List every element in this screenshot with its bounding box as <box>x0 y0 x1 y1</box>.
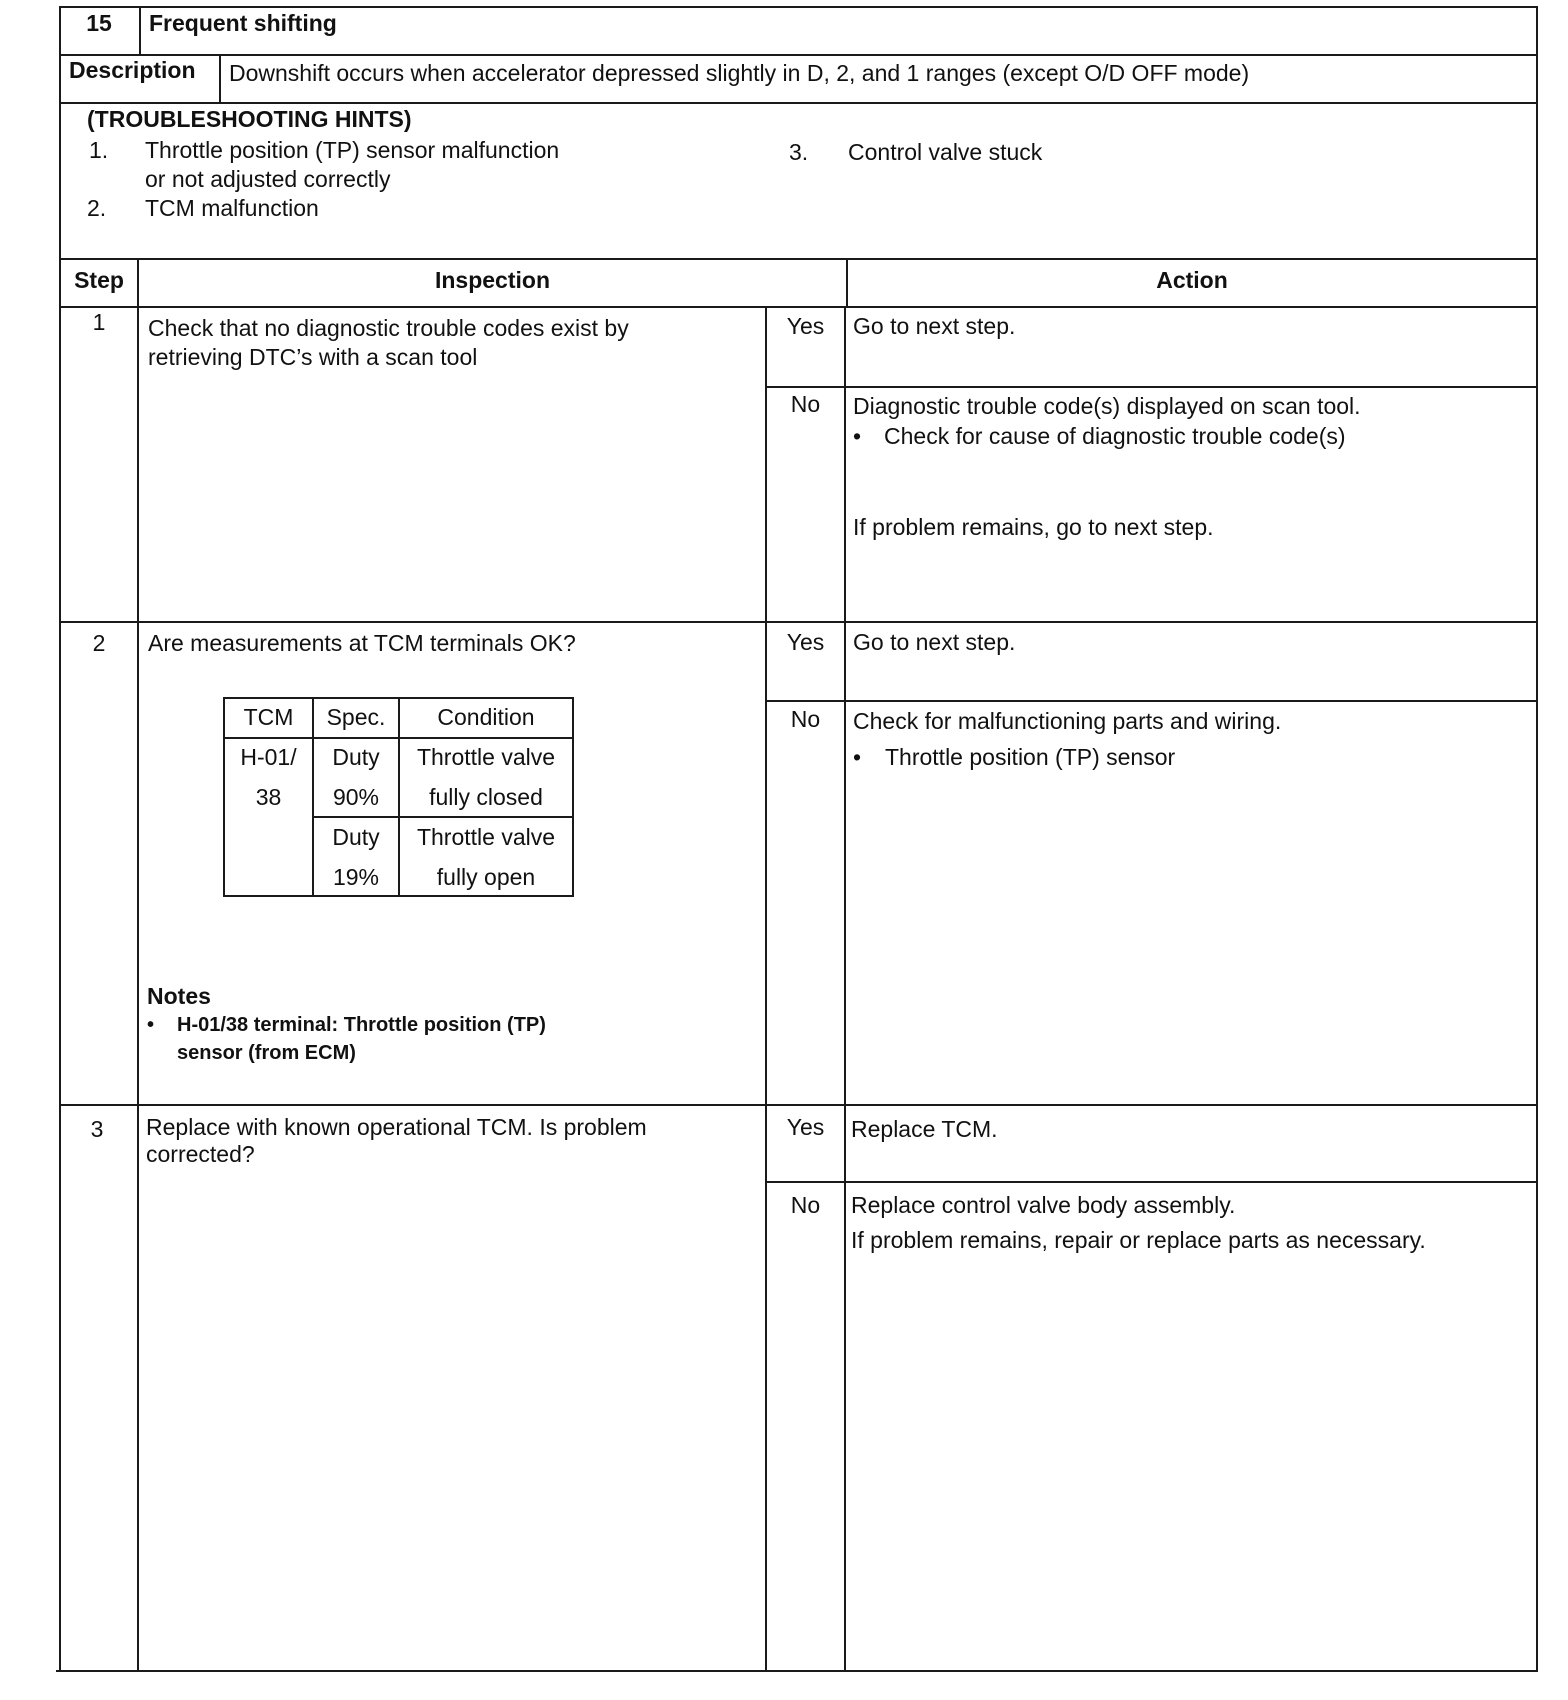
hint-text-3: Control valve stuck <box>848 139 1043 165</box>
header-divider <box>139 6 141 54</box>
hint-text-1-continued: or not adjusted correctly <box>145 166 391 192</box>
hint-text-2: TCM malfunction <box>145 195 319 221</box>
description-text: Downshift occurs when accelerator depressed slightly in D, 2, and 1 ranges (except O/D OFF mode) <box>229 60 1250 86</box>
frame-bottom-border <box>56 1670 1538 1672</box>
subtable-row-2-spec-line-1: Duty <box>332 824 380 850</box>
notes-line-2: sensor (from ECM) <box>177 1042 356 1064</box>
subtable-header-tcm: TCM <box>243 704 294 730</box>
step-2-no-label: No <box>790 706 821 732</box>
step-1-yes-no-line <box>766 386 1538 388</box>
trouble-number: 15 <box>86 10 112 36</box>
step-2-bullet-marker: • <box>853 744 862 770</box>
subtable-row-1-condition-line-1: Throttle valve <box>416 744 556 770</box>
step-2-yes-label: Yes <box>786 629 825 655</box>
step-column-divider <box>137 258 139 1670</box>
step-2-yes-no-line <box>766 700 1538 702</box>
subtable-row-1-spec-line-1: Duty <box>332 744 380 770</box>
step-3-no-label: No <box>790 1192 821 1218</box>
step-2-bottom-line <box>59 1104 1538 1106</box>
hint-number-2: 2. <box>87 195 107 221</box>
subtable-row-2-condition-line-2: fully open <box>436 864 536 890</box>
description-divider <box>219 54 221 102</box>
table-top-line <box>59 258 1538 260</box>
step-1-no-label: No <box>790 391 821 417</box>
notes-line-1: H-01/38 terminal: Throttle position (TP) <box>177 1014 546 1036</box>
subtable-row-1-spec-line-2: 90% <box>332 784 380 810</box>
subtable-header-condition: Condition <box>437 704 535 730</box>
step-1-no-bullet: Check for cause of diagnostic trouble code(s) <box>884 423 1346 449</box>
hint-number-1: 1. <box>89 137 109 163</box>
step-3-yes-action: Replace TCM. <box>851 1116 998 1142</box>
table-header-bottom-line <box>59 306 1538 308</box>
step-3-no-extra: If problem remains, repair or replace parts as necessary. <box>851 1227 1426 1253</box>
hint-number-3: 3. <box>789 139 809 165</box>
step-1-yes-label: Yes <box>786 313 825 339</box>
step-number-3: 3 <box>90 1116 104 1142</box>
subtable-row-2-spec-line-2: 19% <box>332 864 380 890</box>
column-header-inspection: Inspection <box>434 267 550 293</box>
yesno-column-divider <box>765 306 767 1670</box>
step-2-yes-action: Go to next step. <box>853 629 1016 655</box>
step-3-yes-label: Yes <box>786 1114 825 1140</box>
step-1-bottom-line <box>59 621 1538 623</box>
step-number-2: 2 <box>92 630 106 656</box>
step-1-inspection-line-1: Check that no diagnostic trouble codes exist by <box>148 315 629 341</box>
subtable-row-2-condition-line-1: Throttle valve <box>416 824 556 850</box>
subtable-right-line <box>572 697 574 897</box>
inspection-header-divider <box>846 258 848 308</box>
description-label: Description <box>69 57 196 83</box>
column-header-step: Step <box>74 267 124 293</box>
step-1-inspection-line-2: retrieving DTC’s with a scan tool <box>148 344 478 370</box>
step-3-yes-no-line <box>766 1181 1538 1183</box>
subtable-header-spec: Spec. <box>326 704 386 730</box>
step-1-no-extra: If problem remains, go to next step. <box>853 514 1214 540</box>
step-1-bullet-marker: • <box>853 423 862 449</box>
step-number-1: 1 <box>92 309 106 335</box>
header-bottom-line <box>59 54 1538 56</box>
subtable-terminal-line-1: H-01/ <box>240 744 297 770</box>
step-2-inspection-line-1: Are measurements at TCM terminals OK? <box>148 630 576 656</box>
step-1-yes-action: Go to next step. <box>853 313 1016 339</box>
page-title: Frequent shifting <box>149 10 337 36</box>
step-3-inspection-line-2: corrected? <box>146 1141 255 1167</box>
action-column-divider <box>844 306 846 1670</box>
subtable-terminal-line-2: 38 <box>255 784 282 810</box>
step-3-inspection-line-1: Replace with known operational TCM. Is problem <box>146 1114 647 1140</box>
notes-bullet-marker: • <box>147 1014 155 1036</box>
frame-left-border <box>59 6 61 1670</box>
hint-text-1: Throttle position (TP) sensor malfunction <box>145 137 560 163</box>
frame-right-border <box>1536 6 1538 1670</box>
column-header-action: Action <box>1156 267 1228 293</box>
step-3-no-action: Replace control valve body assembly. <box>851 1192 1236 1218</box>
step-1-no-action: Diagnostic trouble code(s) displayed on scan tool. <box>853 393 1361 419</box>
step-2-no-action: Check for malfunctioning parts and wiring. <box>853 708 1282 734</box>
step-2-no-bullet: Throttle position (TP) sensor <box>885 744 1176 770</box>
hints-title: (TROUBLESHOOTING HINTS) <box>87 106 412 132</box>
subtable-row-1-condition-line-2: fully closed <box>429 784 543 810</box>
notes-title: Notes <box>147 983 211 1009</box>
